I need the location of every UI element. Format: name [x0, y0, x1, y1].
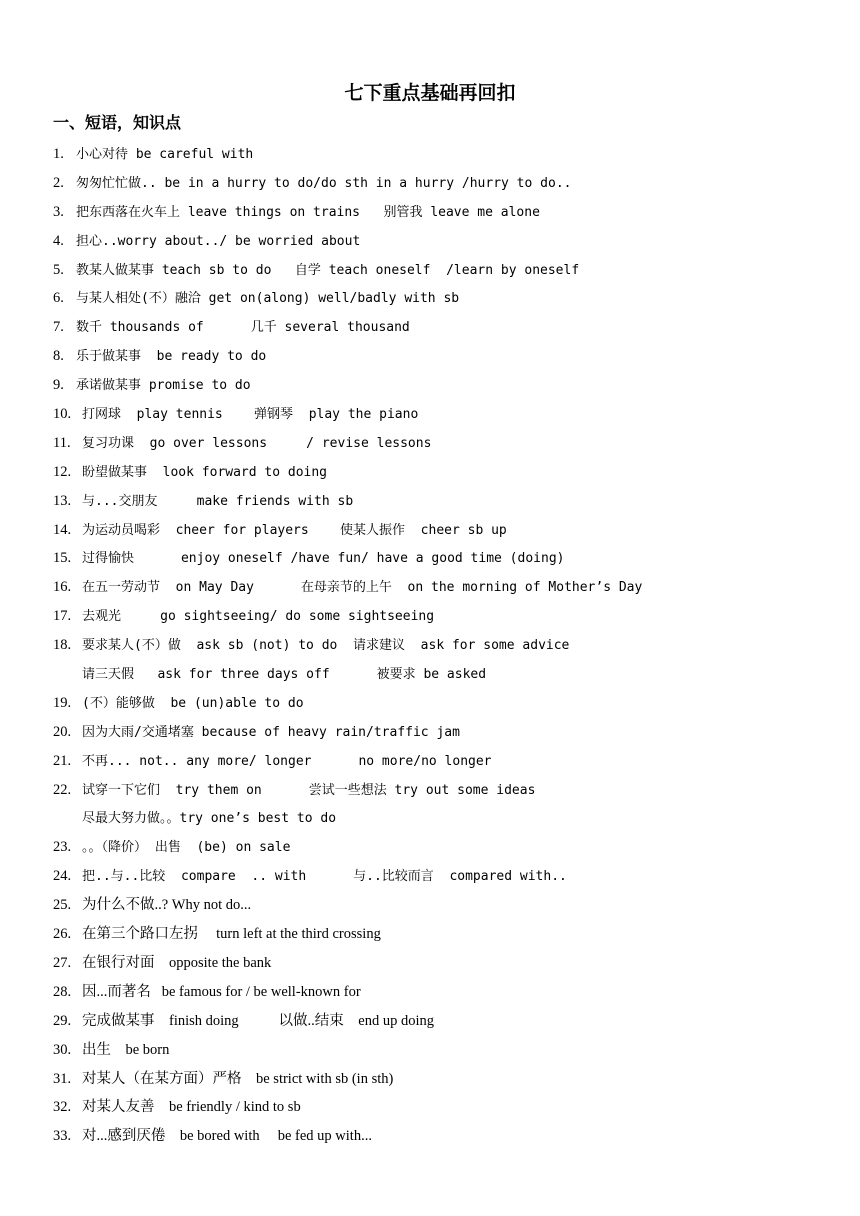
- list-item-text: 在第三个路口左拐 turn left at the third crossing: [82, 926, 381, 943]
- list-item-number: 3.: [53, 203, 64, 220]
- list-item-text: 承诺做某事 promise to do: [76, 378, 251, 394]
- list-item: [53, 747, 843, 776]
- list-item: [53, 313, 843, 342]
- list-item-number: 18.: [53, 637, 72, 654]
- list-item-text: 试穿一下它们 try them on 尝试一些想法 try out some ideas: [82, 782, 536, 798]
- list-item-text: 在五一劳动节 on May Day 在母亲节的上午 on the morning of Mother’s Day: [82, 580, 643, 596]
- list-item: [53, 458, 843, 487]
- list-item-number: 28.: [53, 983, 72, 1000]
- list-item-text: 把东西落在火车上 leave things on trains 别管我 leave me alone: [76, 204, 540, 220]
- list-item: [53, 1065, 843, 1094]
- list-item-text: 去观光 go sightseeing/ do some sightseeing: [82, 609, 435, 625]
- list-item: [53, 920, 843, 949]
- list-item-text: 对某人（在某方面）严格 be strict with sb (in sth): [82, 1070, 394, 1087]
- list-item-text: 为运动员喝彩 cheer for players 使某人振作 cheer sb up: [82, 522, 507, 538]
- list-item: [53, 631, 843, 660]
- list-item-number: 21.: [53, 752, 72, 769]
- list-item-text: 小心对待 be careful with: [76, 147, 254, 162]
- list-item-number: 19.: [53, 694, 72, 711]
- list-item-number: 17.: [53, 608, 72, 625]
- list-item-text: 盼望做某事 look forward to doing: [82, 464, 328, 480]
- list-item-number: 15.: [53, 550, 72, 567]
- list-item-text: 复习功课 go over lessons / revise lessons: [82, 435, 432, 451]
- list-item: [53, 833, 843, 862]
- list-item-text: 匆匆忙忙做.. be in a hurry to do/do sth in a hurry /hurry to do..: [76, 175, 572, 191]
- list-item-number: 27.: [53, 954, 72, 971]
- list-item: [53, 1036, 843, 1065]
- list-item-number: 14.: [53, 521, 72, 538]
- list-item-number: 26.: [53, 926, 72, 943]
- list-item-number: 12.: [53, 463, 72, 480]
- list-item: [53, 718, 843, 747]
- list-item: [53, 516, 843, 545]
- list-item-text: 把..与..比较 compare .. with 与..比较而言 compared with..: [82, 869, 567, 885]
- list-item: [53, 169, 843, 198]
- list-item-text: 完成做某事 finish doing 以做..结束 end up doing: [82, 1012, 435, 1029]
- list-item-text: 对某人友善 be friendly / kind to sb: [82, 1099, 301, 1116]
- list-item: [53, 256, 843, 285]
- list-item-continuation: [53, 660, 843, 689]
- list-item-text: 与某人相处(不）融洽 get on(along) well/badly with sb: [76, 291, 460, 307]
- list-item-number: 22.: [53, 781, 72, 798]
- list-item: [53, 862, 843, 891]
- list-item-number: 29.: [53, 1012, 72, 1029]
- list-item: [53, 689, 843, 718]
- list-item-text: 打网球 play tennis 弹钢琴 play the piano: [82, 407, 419, 423]
- list-item: [53, 227, 843, 256]
- list-item: [53, 978, 843, 1007]
- list-item: [53, 198, 843, 227]
- list-item: [53, 1007, 843, 1036]
- phrase-list: [53, 140, 843, 1151]
- list-item-number: 5.: [53, 261, 64, 278]
- list-item-number: 13.: [53, 492, 72, 509]
- list-item-number: 2.: [53, 174, 64, 191]
- list-item-text: 出生 be born: [82, 1041, 170, 1058]
- list-item-number: 24.: [53, 868, 72, 885]
- list-item-number: 20.: [53, 723, 72, 740]
- list-item-text: 数千 thousands of 几千 several thousand: [76, 320, 410, 336]
- list-item-number: 4.: [53, 232, 64, 249]
- list-item-number: 8.: [53, 348, 64, 365]
- list-item-number: 16.: [53, 579, 72, 596]
- list-item-text: 为什么不做..? Why not do...: [82, 897, 252, 914]
- list-item-text: 尽最大努力做。。try one’s best to do: [82, 811, 337, 827]
- list-item: [53, 949, 843, 978]
- list-item-number: 9.: [53, 377, 64, 394]
- list-item-number: 30.: [53, 1041, 72, 1058]
- list-item-text: 对...感到厌倦 be bored with be fed up with...: [82, 1128, 372, 1145]
- list-item-number: 23.: [53, 839, 72, 856]
- list-item-number: 10.: [53, 406, 72, 423]
- document-title: 七下重点基础再回扣: [344, 82, 516, 104]
- list-item-number: 11.: [53, 434, 71, 451]
- list-item: [53, 776, 843, 805]
- list-item-text: 。。（降价） 出售 (be) on sale: [82, 840, 291, 856]
- list-item-text: 担心..worry about../ be worried about: [76, 233, 361, 249]
- list-item: [53, 544, 843, 573]
- list-item-number: 32.: [53, 1099, 72, 1116]
- list-item-text: 与...交朋友 make friends with sb: [82, 493, 354, 509]
- list-item-text: 在银行对面 opposite the bank: [82, 954, 272, 971]
- list-item-text: 因...而著名 be famous for / be well-known for: [82, 983, 361, 1000]
- list-item: [53, 429, 843, 458]
- list-item-number: 31.: [53, 1070, 72, 1087]
- list-item: [53, 140, 843, 169]
- list-item: [53, 342, 843, 371]
- list-item-text: 乐于做某事 be ready to do: [76, 349, 267, 365]
- list-item-number: 6.: [53, 290, 64, 307]
- list-item-text: 教某人做某事 teach sb to do 自学 teach oneself /learn by oneself: [76, 262, 580, 278]
- list-item-text: 不再... not.. any more/ longer no more/no longer: [82, 753, 492, 769]
- section-heading: 一、短语，知识点: [53, 113, 182, 132]
- list-item-text: 过得愉快 enjoy oneself /have fun/ have a good time (doing): [82, 551, 565, 567]
- list-item: [53, 602, 843, 631]
- list-item-continuation: [53, 804, 843, 833]
- list-item: [53, 371, 843, 400]
- list-item-text: 因为大雨/交通堵塞 because of heavy rain/traffic jam: [82, 724, 460, 740]
- list-item: [53, 573, 843, 602]
- list-item: [53, 400, 843, 429]
- list-item-number: 33.: [53, 1128, 72, 1145]
- list-item-text: (不）能够做 be (un)able to do: [82, 695, 304, 711]
- list-item: [53, 1093, 843, 1122]
- list-item-text: 请三天假 ask for three days off 被要求 be asked: [82, 667, 487, 683]
- list-item: [53, 1122, 843, 1151]
- list-item: [53, 891, 843, 920]
- list-item-text: 要求某人(不）做 ask sb (not) to do 请求建议 ask for some advice: [82, 638, 570, 654]
- list-item-number: 1.: [53, 146, 64, 162]
- list-item: [53, 487, 843, 516]
- list-item: [53, 284, 843, 313]
- list-item-number: 7.: [53, 319, 64, 336]
- list-item-number: 25.: [53, 897, 72, 914]
